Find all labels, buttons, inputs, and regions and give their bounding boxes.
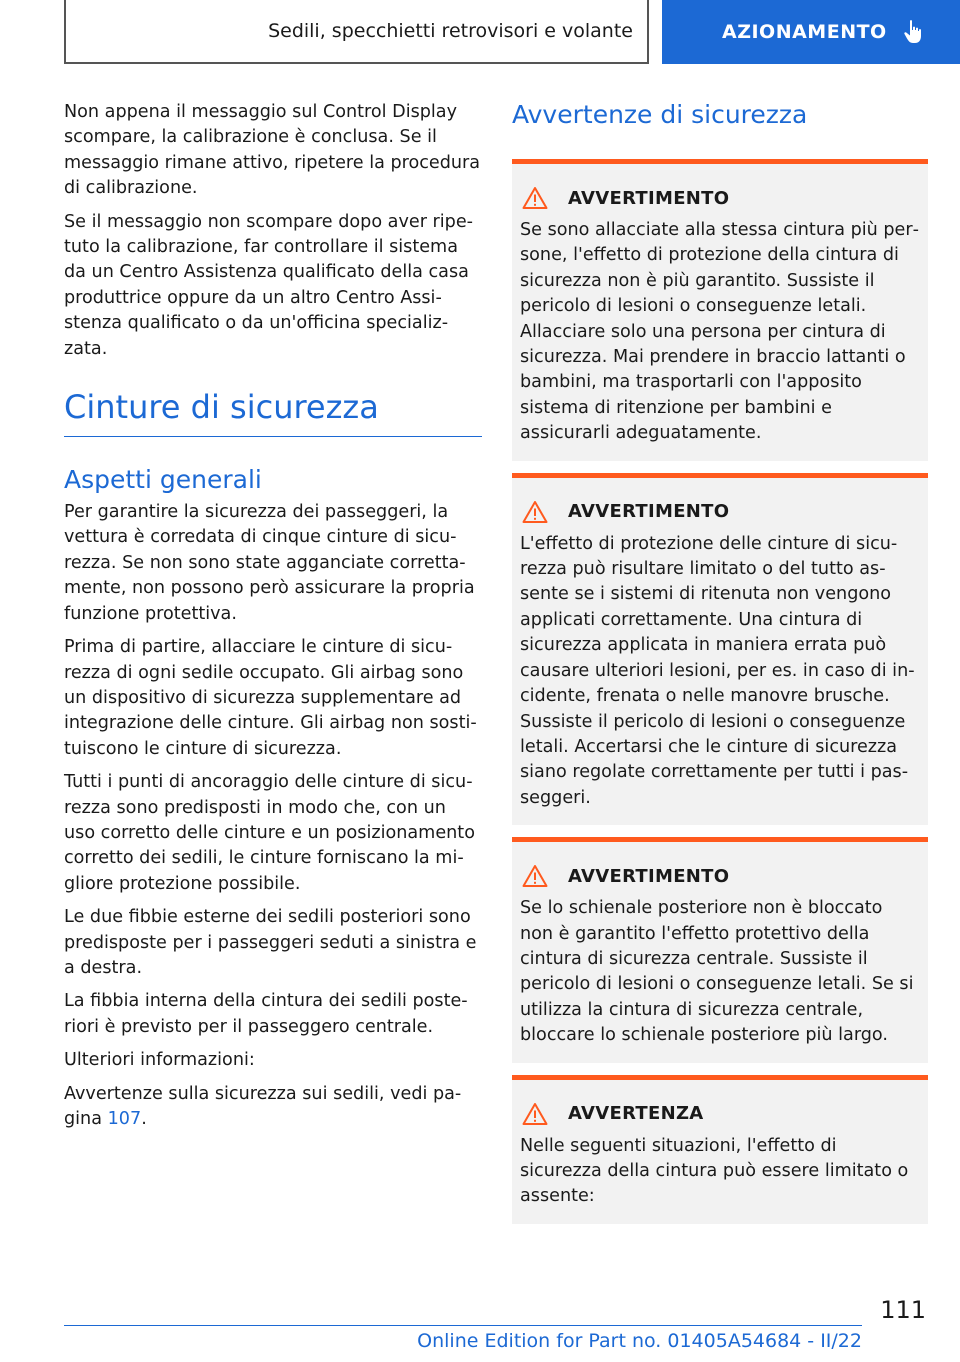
intro-paragraph-1: Non appena il messaggio sul Control Display scompare, la calibrazione è conclusa. Se il messaggio rimane attivo, ripetere la procedura di calibrazione. <box>64 102 481 199</box>
section-title: AZIONAMENTO <box>722 21 887 43</box>
warning-header <box>520 494 920 530</box>
warning-box <box>512 159 928 461</box>
warning-box <box>512 837 928 1062</box>
page-link[interactable]: 107 <box>107 1109 142 1129</box>
warning-label: AVVERTIMENTO <box>568 865 730 887</box>
warning-triangle-icon <box>522 864 560 888</box>
reference-text: Avvertenze sulla sicurezza sui sedili, vedi pagina <box>64 1083 462 1129</box>
warning-header <box>520 858 920 894</box>
hand-pointer-icon <box>903 19 927 45</box>
body-paragraph: Prima di partire, allacciare le cinture di sicurezza di ogni sedile occupato. Gli airbag sono un dispositivo di sicurezza supplementare ad integrazione delle cinture. Gli airbag non sostituiscono le cinture di sicurezza. <box>64 637 477 759</box>
section-tab[interactable] <box>662 0 960 64</box>
subheading: Aspetti generali <box>64 465 262 495</box>
warning-box <box>512 473 928 825</box>
chapter-header <box>64 0 649 64</box>
intro-paragraph-2: Se il messaggio non scompare dopo aver ripetuto la calibrazione, far controllare il sistema da un Centro Assistenza qualificato della casa produttrice oppure da un altro Centro Assistenza qualificato o da un'officina specializzata. <box>64 211 473 359</box>
safety-heading: Avvertenze di sicurezza <box>512 100 808 129</box>
warning-text: Nelle seguenti situazioni, l'effetto di sicurezza della cintura può essere limitato o assente: <box>520 1135 909 1207</box>
warning-triangle-icon <box>522 500 560 524</box>
warning-label: AVVERTIMENTO <box>568 187 730 209</box>
warning-text: Se lo schienale posteriore non è bloccato non è garantito l'effetto protettivo della cintura di sicurezza centrale. Sussiste il pericolo di lesioni o conseguenze letali. Se si utilizza la cintura di sicurezza centrale, bloccare lo schienale posteriore più largo. <box>520 898 914 1046</box>
chapter-heading: Cinture di sicurezza <box>64 388 482 437</box>
body-paragraph: Per garantire la sicurezza dei passeggeri, la vettura è corredata di cinque cinture di sicurezza. Se non sono state agganciate correttamente, non possono però assicurare la propria funzione protettiva. <box>64 502 475 624</box>
edition-note: Online Edition for Part no. 01405A54684 - II/22 <box>417 1330 862 1352</box>
body-paragraph: La fibbia interna della cintura dei sedili posteriori è previsto per il passeggero centrale. <box>64 991 468 1037</box>
warning-triangle-icon <box>522 186 560 210</box>
chapter-title: Sedili, specchietti retrovisori e volante <box>268 20 633 42</box>
warning-label: AVVERTENZA <box>568 1103 704 1125</box>
body-paragraph: Tutti i punti di ancoraggio delle cinture di sicurezza sono predisposti in modo che, con un uso corretto delle cinture e un posizionamento corretto dei sedili, le cinture forniscano la migliore protezione possibile. <box>64 772 475 894</box>
warning-text: Se sono allacciate alla stessa cintura più persone, l'effetto di protezione della cintura di sicurezza non è più garantito. Sussiste il pericolo di lesioni o conseguenze letali. Allacciare solo una persona per cintura di sicurezza. Mai prendere in braccio lattanti o bambini, ma trasportarli con l'apposito sistema di ritenzione per bambini e assicurarli adeguatamente. <box>520 220 919 444</box>
footer-divider <box>64 1325 862 1326</box>
reference-paragraph <box>64 1082 482 1133</box>
reference-end: . <box>141 1109 147 1129</box>
body-paragraph: Le due fibbie esterne dei sedili posteriori sono predisposte per i passeggeri seduti a sinistra e a destra. <box>64 907 477 978</box>
warning-text: L'effetto di protezione delle cinture di sicurezza può risultare limitato o del tutto assente se i sistemi di ritenuta non vengono applicati correttamente. Una cintura di sicurezza applicata in maniera errata può causare ulteriori lesioni, per es. in caso di incidente, frenata o nelle manovre brusche. Sussiste il pericolo di lesioni o conseguenze letali. Accertarsi che le cinture di sicurezza siano regolate correttamente per tutti i passeggeri. <box>520 533 915 808</box>
page-number: 111 <box>880 1296 926 1324</box>
caution-box <box>512 1075 928 1224</box>
left-column <box>64 100 482 1140</box>
body-paragraph: Ulteriori informazioni: <box>64 1050 255 1071</box>
warning-header <box>520 1096 920 1132</box>
warning-triangle-icon <box>522 1102 560 1126</box>
warning-label: AVVERTIMENTO <box>568 501 730 523</box>
warning-header <box>520 180 920 216</box>
right-column <box>512 100 928 1236</box>
